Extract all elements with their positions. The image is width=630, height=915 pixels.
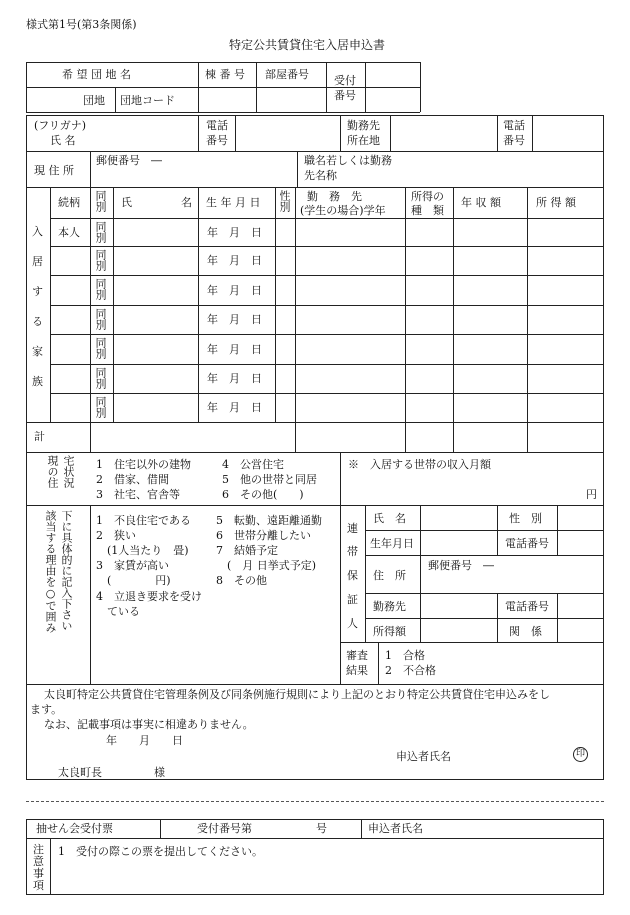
- reason-item-7[interactable]: 7 結婚予定: [216, 544, 278, 557]
- job-title-label: 職名若しくは勤務: [304, 154, 392, 167]
- review-pass[interactable]: 1 合格: [385, 649, 425, 662]
- cohab-cell[interactable]: 同別: [94, 337, 107, 359]
- workplace-label: 勤務先: [347, 119, 380, 132]
- household-income-label: ※ 入居する世帯の収入月額: [348, 458, 491, 471]
- complex-label: 団地: [83, 94, 105, 107]
- income-type-header-a: 所得の: [411, 190, 444, 203]
- self-label: 本人: [58, 226, 80, 239]
- ticket-receipt-label: 受付番号第: [197, 822, 252, 835]
- address-field[interactable]: [91, 168, 296, 186]
- guarantor-income-field[interactable]: [421, 619, 496, 641]
- income-header: 所 得 額: [536, 196, 576, 209]
- review-label-b: 結果: [346, 664, 368, 677]
- room-no-field[interactable]: [257, 88, 325, 111]
- name-header-b: 名: [181, 196, 192, 209]
- ticket-applicant-field[interactable]: [430, 820, 602, 837]
- receipt-no-label: 番号: [334, 89, 356, 102]
- cohab-cell[interactable]: 同別: [94, 221, 107, 243]
- note-label-2: 意: [33, 855, 44, 868]
- birthdate-cell[interactable]: 年 月 日: [207, 254, 262, 267]
- reason-item-1[interactable]: 1 不良住宅である: [96, 514, 191, 527]
- guarantor-phone-field[interactable]: [558, 531, 603, 554]
- phone-label-2: 番号: [206, 134, 228, 147]
- postal-code-label: 郵便番号 ―: [96, 154, 162, 167]
- birthdate-cell[interactable]: 年 月 日: [207, 372, 262, 385]
- declaration-line-3: なお、記載事項は事実に相違ありません。: [44, 718, 254, 731]
- work-phone-label: 電話: [503, 119, 525, 132]
- furigana-label: (フリガナ): [34, 119, 87, 132]
- complex-code-label: 団地コード: [120, 94, 175, 107]
- guarantor-phone2-label: 電話番号: [505, 600, 549, 613]
- household-side-label-3: す: [32, 285, 43, 298]
- room-no-label: 部屋番号: [265, 68, 309, 81]
- household-side-label-1: 入: [32, 225, 43, 238]
- sex-header: 性別: [278, 190, 291, 212]
- receipt-no-field[interactable]: [366, 63, 419, 111]
- guarantor-income-label: 所得額: [373, 625, 406, 638]
- guarantor-birth-field[interactable]: [421, 531, 496, 554]
- cohab-cell[interactable]: 同別: [94, 249, 107, 271]
- guarantor-sex-label: 性 別: [509, 512, 542, 525]
- household-side-label-5: 家: [32, 345, 43, 358]
- cohab-cell[interactable]: 同別: [94, 308, 107, 330]
- situation-item-2[interactable]: 2 借家、借間: [96, 473, 169, 486]
- job-title-label-2: 先名称: [304, 169, 337, 182]
- household-income-field[interactable]: [400, 474, 580, 502]
- reason-item-2-detail: (1人当たり 畳): [96, 544, 189, 557]
- address-label: 現 住 所: [34, 164, 74, 177]
- situation-item-6[interactable]: 6 その他( ): [222, 488, 304, 501]
- building-no-label: 棟 番 号: [205, 68, 245, 81]
- ticket-applicant-label: 申込者氏名: [368, 822, 423, 835]
- applicant-signature-field[interactable]: [458, 748, 558, 764]
- cohab-header: 同別: [94, 190, 107, 212]
- reason-item-8[interactable]: 8 その他: [216, 574, 267, 587]
- situation-item-5[interactable]: 5 他の世帯と同居: [222, 473, 317, 486]
- situation-item-4[interactable]: 4 公営住宅: [222, 458, 284, 471]
- situation-label-right: 宅状況: [62, 455, 75, 488]
- review-label-a: 審査: [346, 649, 368, 662]
- guarantor-sex-field[interactable]: [558, 506, 603, 529]
- guarantor-work-label: 勤務先: [373, 600, 406, 613]
- mayor-sama: 様: [154, 766, 165, 779]
- applicant-signature-label: 申込者氏名: [396, 750, 451, 763]
- guarantor-label-3: 保: [347, 569, 358, 582]
- declaration-line-1: 太良町特定公共賃貸住宅管理条例及び同条例施行規則により上記のとおり特定公共賃貸住宅申込みをし: [44, 688, 550, 701]
- guarantor-label-1: 連: [347, 522, 358, 535]
- annual-income-header: 年 収 額: [461, 196, 501, 209]
- note-label-3: 事: [33, 867, 44, 880]
- applicant-phone-field[interactable]: [236, 116, 339, 150]
- reason-item-7-detail: ( 月 日挙式予定): [216, 559, 317, 572]
- household-side-label-4: る: [32, 315, 43, 328]
- guarantor-address-label: 住 所: [373, 569, 406, 582]
- guarantor-postal-label: 郵便番号 ―: [428, 559, 494, 572]
- name-header-a: 氏: [121, 196, 132, 209]
- workplace-header-b: (学生の場合)学年: [300, 204, 386, 217]
- guarantor-name-label: 氏 名: [373, 512, 406, 525]
- review-fail[interactable]: 2 不合格: [385, 664, 436, 677]
- reason-item-5[interactable]: 5 転勤、遠距離通勤: [216, 514, 322, 527]
- guarantor-address-field[interactable]: [421, 573, 603, 592]
- workplace-address-field[interactable]: [391, 116, 496, 150]
- birthdate-cell[interactable]: 年 月 日: [207, 343, 262, 356]
- guarantor-label-2: 帯: [347, 545, 358, 558]
- building-no-field[interactable]: [199, 88, 255, 111]
- workplace-address-label: 所在地: [347, 134, 380, 147]
- reason-item-4[interactable]: 4 立退き要求を受け: [96, 590, 202, 603]
- receipt-label: 受付: [334, 74, 356, 87]
- work-phone-label-2: 番号: [503, 134, 525, 147]
- form-number: 様式第1号(第3条関係): [26, 18, 137, 31]
- relation-header: 続柄: [58, 196, 80, 209]
- reason-label-left: 該当する理由を○で囲み: [44, 510, 57, 633]
- workplace-header-a: 勤 務 先: [307, 190, 362, 203]
- ticket-note: 1 受付の際この票を提出してください。: [58, 845, 263, 858]
- declaration-line-2: ます。: [30, 703, 63, 716]
- guarantor-label-5: 人: [347, 617, 358, 630]
- household-side-label-2: 居: [32, 255, 43, 268]
- declaration-date[interactable]: 年 月 日: [106, 734, 183, 747]
- birthdate-cell[interactable]: 年 月 日: [207, 284, 262, 297]
- guarantor-relation-field[interactable]: [558, 619, 603, 641]
- ticket-number-field[interactable]: [256, 820, 314, 837]
- note-label-4: 項: [33, 879, 44, 892]
- birthdate-cell[interactable]: 年 月 日: [207, 313, 262, 326]
- household-side-label-6: 族: [32, 375, 43, 388]
- reason-item-4-detail: ている: [96, 605, 140, 618]
- cohab-cell[interactable]: 同別: [94, 396, 107, 418]
- mayor-label: 太良町長: [58, 766, 102, 779]
- form-title: 特定公共賃貸住宅入居申込書: [229, 38, 386, 52]
- situation-item-3[interactable]: 3 社宅、官舎等: [96, 488, 180, 501]
- cut-line: [26, 801, 604, 802]
- situation-label-left: 現の住: [46, 455, 59, 488]
- guarantor-relation-label: 関 係: [509, 625, 542, 638]
- guarantor-phone-label: 電話番号: [505, 537, 549, 550]
- ticket-label: 抽せん会受付票: [36, 822, 113, 835]
- income-type-header-b: 種 類: [411, 204, 444, 217]
- cohab-cell[interactable]: 同別: [94, 278, 107, 300]
- guarantor-name-field[interactable]: [421, 506, 496, 529]
- seal-mark: 印: [573, 747, 588, 762]
- desired-complex-label: 希 望 団 地 名: [62, 68, 131, 81]
- birthdate-header: 生 年 月 日: [206, 196, 261, 209]
- yen-unit: 円: [586, 488, 597, 501]
- work-phone-field[interactable]: [533, 116, 603, 150]
- reason-item-6[interactable]: 6 世帯分離したい: [216, 529, 311, 542]
- applicant-name-field[interactable]: [90, 116, 197, 150]
- reason-item-3[interactable]: 3 家賃が高い: [96, 559, 169, 572]
- reason-label-right: 下に具体的に記入下さい: [60, 510, 73, 631]
- cohab-cell[interactable]: 同別: [94, 367, 107, 389]
- phone-label: 電話: [206, 119, 228, 132]
- total-label: 計: [34, 430, 45, 443]
- situation-item-1[interactable]: 1 住宅以外の建物: [96, 458, 191, 471]
- guarantor-phone2-field[interactable]: [558, 594, 603, 617]
- name-label: 氏 名: [50, 134, 76, 147]
- guarantor-work-field[interactable]: [421, 594, 496, 617]
- job-title-field[interactable]: [405, 152, 603, 186]
- reason-item-2[interactable]: 2 狭い: [96, 529, 136, 542]
- reason-item-3-detail: ( 円): [96, 574, 171, 587]
- note-label-1: 注: [33, 843, 44, 856]
- guarantor-label-4: 証: [347, 593, 358, 606]
- ticket-go-label: 号: [316, 822, 327, 835]
- birthdate-cell[interactable]: 年 月 日: [207, 401, 262, 414]
- guarantor-birth-label: 生年月日: [370, 537, 414, 550]
- birthdate-cell[interactable]: 年 月 日: [207, 226, 262, 239]
